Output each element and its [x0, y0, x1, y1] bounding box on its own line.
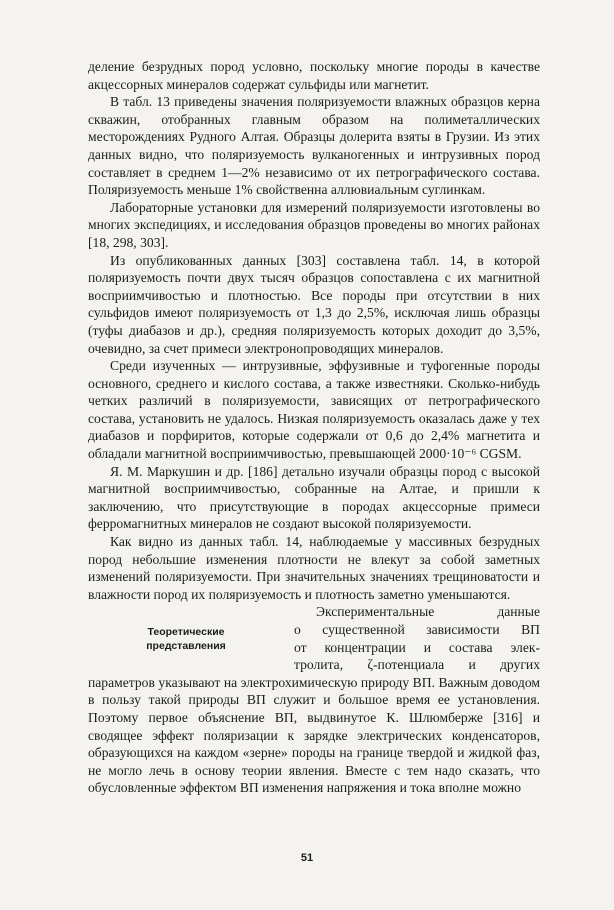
body-text [88, 58, 540, 797]
section-heading: Теоретические представления [146, 626, 226, 653]
paragraph: В табл. 13 приведены значения поляризуемости влажных образцов керна скважин, отобранных главным образом на полиметаллических месторождениях Рудного Алтая. Образцы долерита взяты в Грузии. Из этих данных видно, что поляризуемость вулканогенных и интрузивных пород составляет в среднем 1—2% независимо от их петрографического состава. Поляризуемость меньше 1% свойственна аллювиальным суглинкам. [88, 94, 540, 198]
side-text-line: о существенной зависимости ВП [294, 622, 540, 637]
paragraph: Среди изученных — интрузивные, эффузивные и туфогенные породы основного, среднего и кислого состава, а также известняки. Сколько-нибудь четких различий в поляризуемости, зависящих от петрографического состава, установить не удалось. Низкая поляризуемость оказалась даже у тех диабазов и порфиритов, которые содержали от 0,6 до 2,4% магнетита и обладали магнитной восприимчивостью, превышающей 2000·10⁻⁶ CGSM. [88, 358, 540, 462]
side-text-line: от концентрации и состава элек- [294, 639, 540, 655]
side-text-line: Экспериментальные данные [316, 604, 540, 620]
paragraph: параметров указывают на электрохимическую природу ВП. Важным доводом в пользу такой природы ВП служит и большое время ее установления. Поэтому первое объяснение ВП, выдвинутое К. Шлюмберже [316] и сводящее эффект поляризации к зарядке электрических конденсаторов, образующихся на каждом «зерне» породы на границе твердой и жидкой фаз, не могло лечь в основу теории явления. Вместе с тем надо сказать, что обусловленные эффектом ВП изменения напряжения и тока вполне можно [88, 674, 540, 796]
paragraph: Лабораторные установки для измерений поляризуемости изготовлены во многих экспедициях, и исследования образцов проведены во многих районах [18, 298, 303]. [88, 199, 540, 250]
paragraph: Как видно из данных табл. 14, наблюдаемые у массивных безрудных пород небольшие изменения плотности не влекут за собой заметных изменений поляризуемости. При значительных значениях трещиноватости и влажности пород их поляризуемость и плотность заметно уменьшаются. [88, 534, 540, 602]
paragraph: деление безрудных пород условно, поскольку многие породы в качестве акцессорных минералов содержат сульфиды или магнетит. [88, 59, 540, 92]
paragraph: Из опубликованных данных [303] составлена табл. 14, в которой поляризуемость почти двух тысяч образцов сопоставлена с их магнитной восприимчивостью и плотностью. Все породы при отсутствии в них сульфидов имеют поляризуемость от 1,3 до 2,5%, исключая лишь образцы (туфы диабазов и др.), средняя поляризуемость которых доходит до 3,5%, очевидно, за счет примеси электронопроводящих минералов. [88, 252, 540, 356]
paragraph: Я. М. Маркушин и др. [186] детально изучали образцы пород с высокой магнитной восприимчивостью, собранные на Алтае, и пришли к заключению, что присутствующие в породах акцессорные примеси ферромагнитных минералов не создают высокой поляризуемости. [88, 463, 540, 532]
section-theory [88, 603, 540, 797]
page-number: 51 [300, 852, 314, 864]
side-text-line: тролита, ζ-потенциала и других [294, 657, 540, 673]
